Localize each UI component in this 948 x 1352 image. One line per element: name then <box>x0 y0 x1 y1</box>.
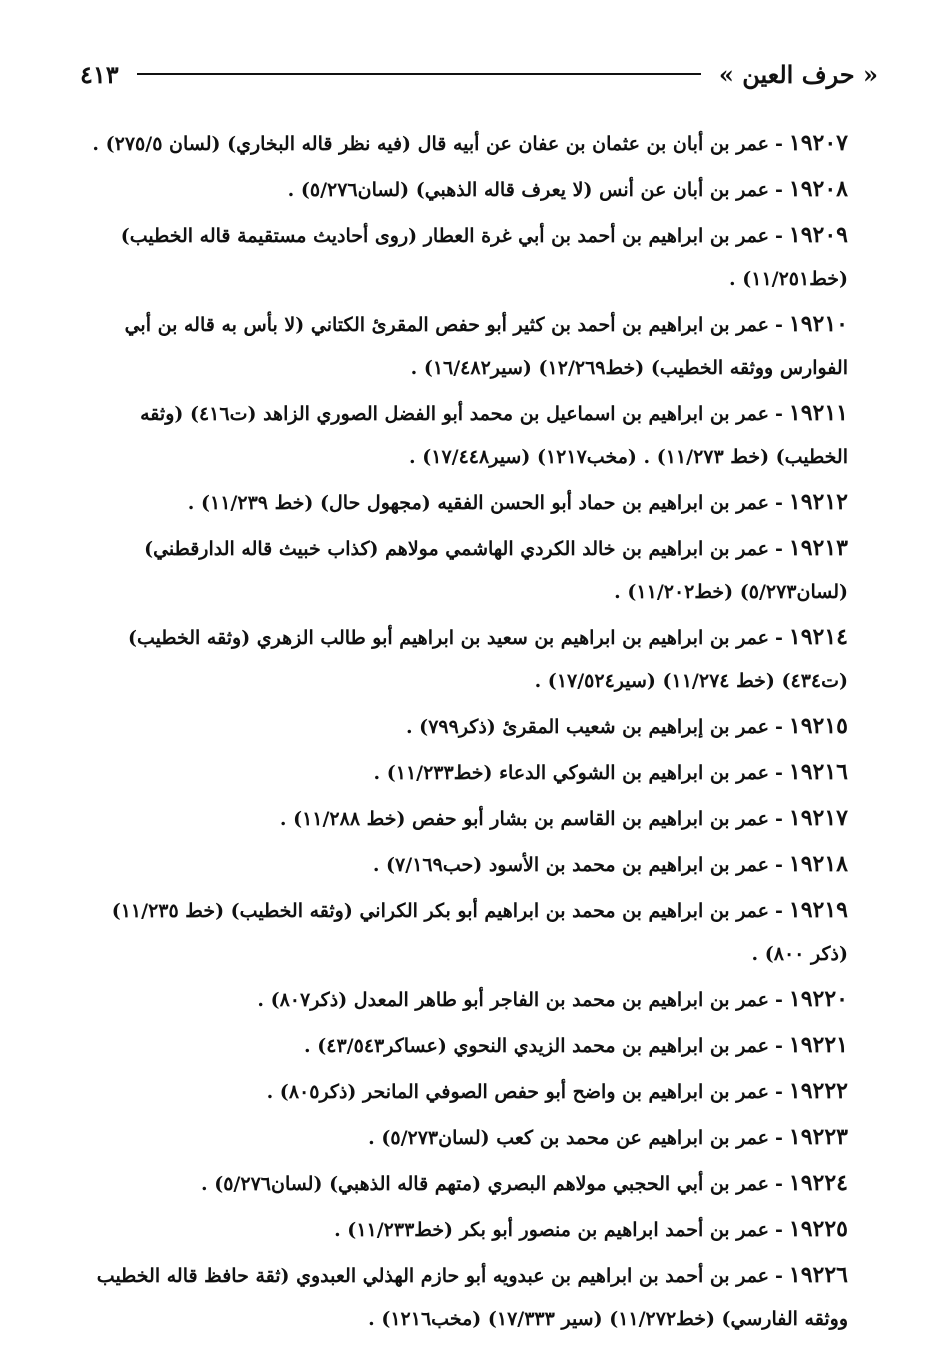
list-item <box>72 751 848 795</box>
entry-dash: - <box>775 900 783 922</box>
entry-number: ١٩٢١٠ <box>788 311 848 337</box>
entry-dash: - <box>775 1081 783 1103</box>
entry-dash: - <box>775 179 783 201</box>
list-item <box>72 1024 848 1068</box>
entry-text: عمر بن ابراهيم بن محمد بن الأسود (حب٧/١٦٩) . <box>372 854 770 876</box>
entry-number: ١٩٢٠٧ <box>788 130 848 156</box>
entry-dash: - <box>775 225 783 247</box>
list-item <box>72 889 848 976</box>
entry-text: عمر بن أحمد بن ابراهيم بن عبدويه أبو حازم الهذلي العبدوي (ثقة حافظ قاله الخطيب ووثقه الفارسي) (خط١١/٢٧٢) (سير ١٧/٣٣٣) (مخب١٢١٦) . <box>96 1265 848 1330</box>
entry-dash: - <box>775 854 783 876</box>
entry-dash: - <box>775 716 783 738</box>
entry-text: عمر بن إبراهيم بن شعيب المقرئ (ذكر٧٩٩) . <box>405 716 770 738</box>
entry-dash: - <box>775 1219 783 1241</box>
entry-number: ١٩٢٢٣ <box>788 1124 848 1150</box>
list-item <box>72 481 848 525</box>
entry-text: عمر بن ابراهيم بن محمد بن ابراهيم أبو بكر الكراني (وثقه الخطيب) (خط ١١/٢٣٥) (ذكر ٨٠٠) . <box>111 900 848 965</box>
entry-text: عمر بن ابراهيم بن القاسم بن بشار أبو حفص (خط ١١/٢٨٨) . <box>279 808 770 830</box>
entry-number: ١٩٢١٢ <box>788 489 848 515</box>
entry-dash: - <box>775 1035 783 1057</box>
list-item <box>72 303 848 390</box>
entry-dash: - <box>775 133 783 155</box>
list-item <box>72 843 848 887</box>
entry-text: عمر بن ابراهيم بن محمد الزيدي النحوي (عساكر٤٣/٥٤٣) . <box>304 1035 770 1057</box>
list-item <box>72 168 848 212</box>
list-item <box>72 1070 848 1114</box>
entry-text: عمر بن ابراهيم بن ابراهيم بن سعيد بن ابراهيم أبو طالب الزهري (وثقه الخطيب) (ت٤٣٤) (خط ١١/٢٧٤) (سير١٧/٥٢٤) . <box>128 627 848 692</box>
entry-dash: - <box>775 1265 783 1287</box>
entry-dash: - <box>775 403 783 425</box>
list-item <box>72 978 848 1022</box>
entry-number: ١٩٢١٤ <box>788 624 848 650</box>
entry-text: عمر بن أحمد ابراهيم بن منصور أبو بكر (خط١١/٢٣٣) . <box>334 1219 770 1241</box>
entry-dash: - <box>775 1173 783 1195</box>
entry-number: ١٩٢٢٥ <box>788 1216 848 1242</box>
entry-dash: - <box>775 492 783 514</box>
entry-text: عمر بن أبان عن أنس (لا يعرف قاله الذهبي) (لسان٥/٢٧٦) . <box>287 179 770 201</box>
list-item <box>72 392 848 479</box>
entry-dash: - <box>775 762 783 784</box>
entry-text: عمر بن ابراهيم بن أحمد بن كثير أبو حفص المقرئ الكتاني (لا بأس به قاله بن أبي الفوارس ووثقه الخطيب) (خط١٢/٢٦٩) (سير١٦/٤٨٢) . <box>124 314 848 379</box>
entry-number: ١٩٢١٨ <box>788 851 848 877</box>
list-item <box>72 1208 848 1252</box>
entry-text: عمر بن ابراهيم بن أحمد بن أبي غرة العطار (روى أحاديث مستقيمة قاله الخطيب) (خط١١/٢٥١) . <box>120 225 848 290</box>
entry-number: ١٩٢١٩ <box>788 897 848 923</box>
entry-dash: - <box>775 1127 783 1149</box>
entry-number: ١٩٢٠٨ <box>788 176 848 202</box>
entry-dash: - <box>775 314 783 336</box>
entry-dash: - <box>775 989 783 1011</box>
list-item <box>72 797 848 841</box>
entry-number: ١٩٢٢٦ <box>788 1262 848 1288</box>
entry-number: ١٩٢٢٠ <box>788 986 848 1012</box>
entry-text: عمر بن ابراهيم بن حماد أبو الحسن الفقيه (مجهول حال) (خط ١١/٢٣٩) . <box>187 492 770 514</box>
header-rule <box>137 73 701 75</box>
entry-text: عمر بن ابراهيم بن الشوكي الدعاء (خط١١/٢٣٣) . <box>373 762 770 784</box>
list-item <box>72 1116 848 1160</box>
entry-number: ١٩٢١٣ <box>788 535 848 561</box>
entry-number: ١٩٢١٦ <box>788 759 848 785</box>
list-item <box>72 122 848 166</box>
entry-text: عمر بن ابراهيم بن خالد الكردي الهاشمي مولاهم (كذاب خبيث قاله الدارقطني) (لسان٥/٢٧٣) (خط١١/٢٠٢) . <box>144 538 848 603</box>
entry-text: عمر بن ابراهيم بن واضح أبو حفص الصوفي المانحر (ذكر٨٠٥) . <box>266 1081 770 1103</box>
chapter-title: « حرف العين » <box>718 59 878 89</box>
entry-number: ١٩٢٠٩ <box>788 222 848 248</box>
page-number: ٤١٣ <box>80 59 119 89</box>
list-item <box>72 1254 848 1341</box>
list-item <box>72 616 848 703</box>
entry-number: ١٩٢٢١ <box>788 1032 848 1058</box>
list-item <box>72 1162 848 1206</box>
list-item <box>72 214 848 301</box>
entry-dash: - <box>775 808 783 830</box>
page-header <box>80 52 878 96</box>
entry-text: عمر بن ابراهيم عن محمد بن كعب (لسان٥/٢٧٣) . <box>368 1127 770 1149</box>
entry-text: عمر بن ابراهيم بن اسماعيل بن محمد أبو الفضل الصوري الزاهد (ت٤١٦) (وثقه الخطيب) (خط ١١/٢٧٣) . (مخب١٢١٧) (سير١٧/٤٤٨) . <box>140 403 848 468</box>
entries-list <box>72 122 848 1343</box>
entry-text: عمر بن أبي الحجبي مولاهم البصري (متهم قاله الذهبي) (لسان٥/٢٧٦) . <box>200 1173 770 1195</box>
entry-dash: - <box>775 627 783 649</box>
entry-text: عمر بن ابراهيم بن محمد بن الفاجر أبو طاهر المعدل (ذكر٨٠٧) . <box>257 989 770 1011</box>
entry-text: عمر بن أبان بن عثمان بن عفان عن أبيه قال (فيه نظر قاله البخاري) (لسان ٢٧٥/٥) . <box>92 133 770 155</box>
entry-number: ١٩٢٢٢ <box>788 1078 848 1104</box>
entry-number: ١٩٢١١ <box>788 400 848 426</box>
list-item <box>72 527 848 614</box>
entry-number: ١٩٢١٥ <box>788 713 848 739</box>
entry-dash: - <box>775 538 783 560</box>
list-item <box>72 705 848 749</box>
entry-number: ١٩٢٢٤ <box>788 1170 848 1196</box>
entry-number: ١٩٢١٧ <box>788 805 848 831</box>
